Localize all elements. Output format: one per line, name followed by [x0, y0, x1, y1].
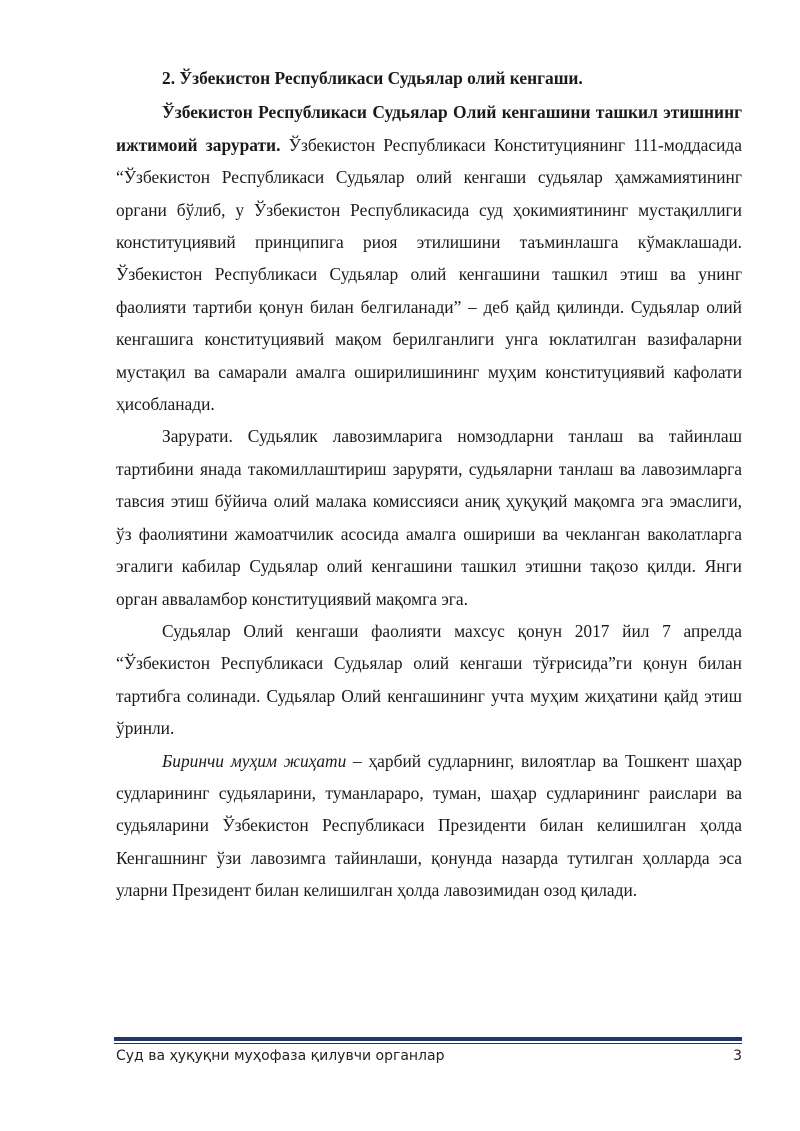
footer-rule-thick — [114, 1037, 742, 1041]
paragraph-1-lead: Ўзбекистон Республикаси Судьялар Олий кенгашини ташкил этишнинг ижтимоий зарурати. — [116, 102, 742, 155]
paragraph-1 — [116, 96, 742, 420]
paragraph-4-body: – ҳарбий судларнинг, вилоятлар ва Тошкент шаҳар судларининг судьяларини, туманлараро, туман, шаҳар судларининг раислари ва судьяларини Ўзбекистон Республикаси Президенти билан келишилган ҳолда Кенгашнинг ўзи лавозимга тайинлаши, қонунда назарда тутилган ҳолларда эса уларни Президент билан келишилган ҳолда лавозимидан озод қилади. — [116, 750, 742, 901]
paragraph-2: Зарурати. Судьялик лавозимларига номзодларни танлаш ва тайинлаш тартибини янада такомиллаштириш заруряти, судьяларни танлаш ва лавозимларга тавсия этиш бўйича олий малака комиссияси аниқ ҳуқуқий мақомга эга эмаслиги, ўз фаолиятини жамоатчилик асосида амалга ошириши ва чекланган ваколатларга эгалиги кабилар Судьялар олий кенгашини ташкил этишни тақозо қилди. Янги орган авваламбор конституциявий мақомга эга. — [116, 426, 742, 609]
document-page — [116, 62, 742, 907]
paragraph-1-body: Ўзбекистон Республикаси Конституциянинг 111-моддасида “Ўзбекистон Республикаси Судьялар олий кенгаши судьялар ҳамжамиятининг органи бўлиб, у Ўзбекистон Республикасида суд ҳокимиятининг мустақиллиги конституциявий принципига риоя этилишини таъминлашга кўмаклашади. Ўзбекистон Республикаси Судьялар олий кенгашини ташкил этиш ва унинг фаолияти тартиби қонун билан белгиланади” – деб қайд қилинди. Судьялар олий кенгашига конституциявий мақом берилганлиги унга юклатилган вазифаларни мустақил ва самарали амалга оширилишининг муҳим конституциявий кафолати ҳисобланади. — [116, 134, 742, 415]
footer-title: Суд ва ҳуқуқни муҳофаза қилувчи органлар — [116, 1048, 445, 1064]
paragraph-3: Судьялар Олий кенгаши фаолияти махсус қонун 2017 йил 7 апрелда “Ўзбекистон Республикаси Судьялар олий кенгаши тўғрисида”ги қонун билан тартибга солинади. Судьялар Олий кенгашининг учта муҳим жиҳатини қайд этиш ўринли. — [116, 620, 742, 739]
section-heading: 2. Ўзбекистон Республикаси Судьялар олий кенгаши. — [162, 68, 583, 88]
footer-page-number: 3 — [733, 1048, 742, 1064]
paragraph-4 — [116, 745, 742, 907]
footer-rule-thin — [114, 1043, 742, 1044]
paragraph-4-lead: Биринчи муҳим жиҳати — [162, 750, 347, 771]
